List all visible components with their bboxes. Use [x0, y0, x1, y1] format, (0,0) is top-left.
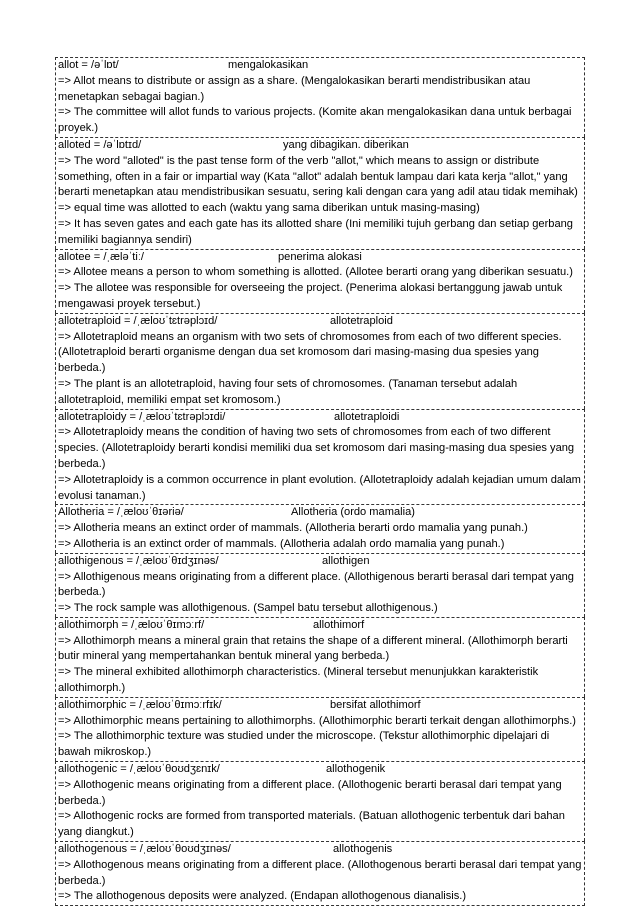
entry-term: allotetraploid = /ˌæloʊˈtɛtrəplɔɪd/ [58, 314, 218, 327]
entry-heading [58, 138, 582, 154]
entry-example-line: => Allotheria means an extinct order of mammals. (Allotheria berarti ordo mamalia yang punah.) [58, 522, 528, 535]
entry-example-line: => The word "alloted" is the past tense form of the verb "allot," which means to assign or distribute something, often in a fair or impartial way (Kata "allot" adalah bentuk lampau dari kata kerja "allot," yang berarti menetapkan atau mendistribusikan sesuatu, sering kali dengan cara yang adil atau tidak memihak) [58, 154, 578, 199]
entry-example-line: => The committee will allot funds to various projects. (Komite akan mengalokasikan dana untuk berbagai proyek.) [58, 106, 572, 135]
entry-example-line: => Allothogenous means originating from a different place. (Allothogenous berarti berasal dari tempat yang berbeda.) [58, 858, 582, 887]
entry-example-line: => Allotheria is an extinct order of mammals. (Allotheria adalah ordo mamalia yang punah.) [58, 537, 505, 550]
entry-example-line: => Allotetraploid means an organism with two sets of chromosomes from each of two different species. (Allotetraploid berarti organisme dengan dua set kromosom dari masing-masing dua spesies yang berbeda.) [58, 330, 562, 375]
entry-translation: allothogenik [326, 763, 386, 776]
entry-example-line: => Allothigenous means originating from a different place. (Allothigenous berarti berasal dari tempat yang berbeda.) [58, 570, 574, 599]
entry-translation: allothimorf [313, 618, 365, 631]
entry-term: allot = /əˈlɒt/ [58, 59, 119, 71]
glossary-table [55, 57, 585, 906]
entry-heading [58, 842, 582, 858]
glossary-entry [55, 841, 585, 906]
entry-heading [58, 505, 582, 521]
entry-heading [58, 314, 582, 330]
entry-term: alloted = /əˈlɒtɪd/ [58, 138, 142, 151]
entry-example-line: => Allothogenic rocks are formed from transported materials. (Batuan allothogenic terbentuk dari bahan yang diangkut.) [58, 810, 565, 839]
entry-example-line: => The allothimorphic texture was studied under the microscope. (Tekstur allothimorphic dipelajari di bawah mikroskop.) [58, 730, 550, 759]
entry-translation: allothogenis [333, 843, 393, 856]
entry-heading [58, 554, 582, 570]
entry-example-line: => It has seven gates and each gate has its allotted share (Ini memiliki tujuh gerbang dan setiap gerbang memiliki bagiannya sendiri) [58, 217, 573, 246]
glossary-entry [55, 137, 585, 249]
entry-translation: bersifat allothimorf [330, 698, 421, 711]
entry-heading [58, 762, 582, 778]
entry-translation: allothigen [322, 554, 370, 567]
entry-example-line: => The mineral exhibited allothimorph characteristics. (Mineral tersebut menunjukkan karakteristik allothimorph.) [58, 666, 539, 695]
entry-example-line: => Allot means to distribute or assign as a share. (Mengalokasikan berarti mendistribusikan atau menetapkan sebagai bagian.) [58, 74, 531, 103]
glossary-entry [55, 504, 585, 552]
entry-translation: penerima alokasi [278, 250, 362, 263]
entry-example-line: => Allotetraploidy is a common occurrence in plant evolution. (Allotetraploidy adalah kejadian umum dalam evolusi tanaman.) [58, 473, 581, 502]
entry-heading [58, 410, 582, 426]
glossary-entry [55, 409, 585, 505]
entry-term: Allotheria = /ˌæloʊˈθɪəriə/ [58, 506, 184, 519]
entry-term: allothigenous = /ˌæloʊˈθɪdʒɪnəs/ [58, 554, 219, 567]
entry-example-line: => Allothimorphic means pertaining to allothimorphs. (Allothimorphic berarti terkait dengan allothimorphs.) [58, 714, 576, 727]
glossary-entry [55, 761, 585, 841]
glossary-entry [55, 313, 585, 409]
entry-term: allotetraploidy = /ˌæloʊˈtɛtrəplɔɪdi/ [58, 410, 226, 423]
glossary-entry [55, 697, 585, 761]
entry-term: allotee = /ˌæləˈtiː/ [58, 250, 145, 263]
entry-term: allothogenous = /ˌæloʊˈθoʊdʒɪnəs/ [58, 843, 231, 856]
entry-translation: allotetraploid [330, 314, 393, 327]
entry-example-line: => Allothogenic means originating from a different place. (Allothogenic berarti berasal dari tempat yang berbeda.) [58, 778, 562, 807]
entry-term: allothimorphic = /ˌæloʊˈθɪmɔːrfɪk/ [58, 698, 222, 711]
glossary-entry [55, 57, 585, 137]
entry-heading [58, 698, 582, 714]
entry-example-line: => Allothimorph means a mineral grain that retains the shape of a different mineral. (Allothimorph berarti butir mineral yang mempertahankan bentuk mineral yang berbeda.) [58, 634, 568, 663]
entry-term: allothogenic = /ˌæloʊˈθoʊdʒɛnɪk/ [58, 763, 220, 776]
entry-translation: yang dibagikan. diberikan [283, 138, 409, 151]
glossary-entry [55, 249, 585, 313]
entry-example-line: => Allotee means a person to whom something is allotted. (Allotee berarti orang yang diberikan sesuatu.) [58, 266, 573, 279]
entry-example-line: => Allotetraploidy means the condition of having two sets of chromosomes from each of two different species. (Allotetraploidy berarti kondisi memiliki dua set kromosom dari masing-masing dua spesies yang berbeda.) [58, 426, 575, 470]
glossary-entry [55, 617, 585, 697]
entry-heading [58, 618, 582, 634]
entry-example-line: => The plant is an allotetraploid, having four sets of chromosomes. (Tanaman tersebut adalah allotetraploid, memiliki empat set kromosom.) [58, 377, 518, 406]
entry-translation: Allotheria (ordo mamalia) [291, 506, 415, 519]
entry-translation: mengalokasikan [228, 59, 309, 71]
entry-example-line: => The rock sample was allothigenous. (Sampel batu tersebut allothigenous.) [58, 602, 438, 615]
entry-example-line: => The allotee was responsible for overseeing the project. (Penerima alokasi bertanggung jawab untuk mengawasi proyek tersebut.) [58, 282, 563, 310]
entry-heading [58, 250, 582, 266]
entry-translation: allotetraploidi [334, 410, 400, 423]
entry-heading [58, 58, 582, 74]
entry-example-line: => equal time was allotted to each (waktu yang sama diberikan untuk masing-masing) [58, 202, 480, 215]
glossary-entry [55, 553, 585, 617]
entry-term: allothimorph = /ˌæloʊˈθɪmɔːrf/ [58, 618, 205, 631]
entry-example-line: => The allothogenous deposits were analyzed. (Endapan allothogenous dianalisis.) [58, 890, 467, 903]
